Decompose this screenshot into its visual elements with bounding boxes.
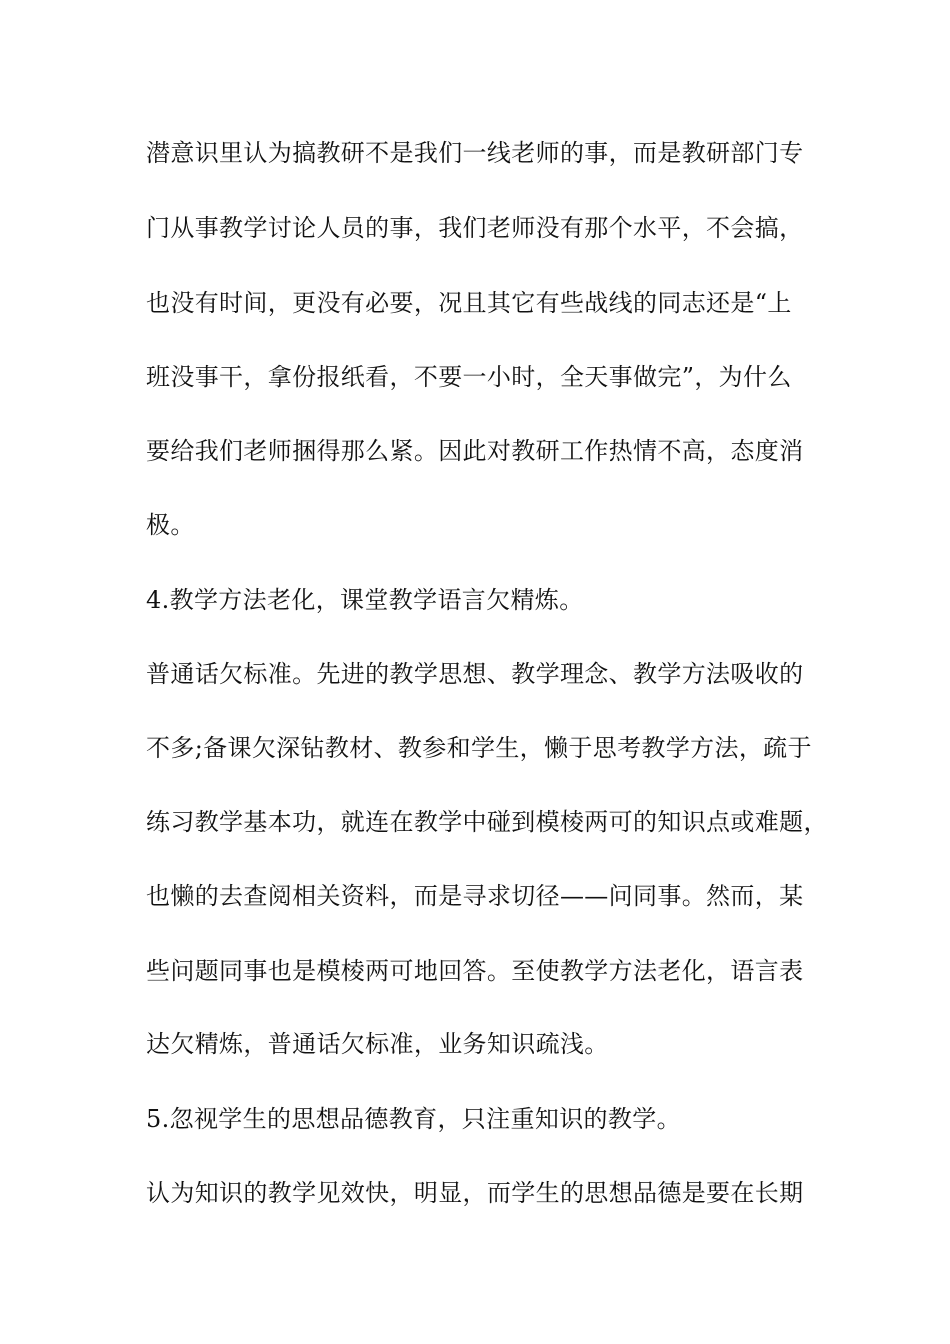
text-line-6: 极。 [146, 511, 195, 539]
text-line-10: 练习教学基本功，就连在教学中碰到模棱两可的知识点或难题， [146, 808, 828, 836]
text-line-12: 些问题同事也是模棱两可地回答。至使教学方法老化，语言表 [146, 957, 804, 985]
text-line-15: 认为知识的教学见效快，明显，而学生的思想品德是要在长期 [146, 1179, 804, 1207]
text-line-3: 也没有时间，更没有必要，况且其它有些战线的同志还是“上 [146, 289, 792, 317]
text-line-4: 班没事干，拿份报纸看，不要一小时，全天事做完”，为什么 [146, 363, 792, 391]
section-heading-5: 5.忽视学生的思想品德教育，只注重知识的教学。 [146, 1105, 681, 1133]
text-line-9: 不多;备课欠深钻教材、教参和学生，懒于思考教学方法，疏于 [146, 734, 812, 762]
text-line-11: 也懒的去查阅相关资料，而是寻求切径——问同事。然而，某 [146, 882, 804, 910]
text-line-2: 门从事教学讨论人员的事，我们老师没有那个水平，不会搞， [146, 214, 804, 242]
text-line-13: 达欠精炼，普通话欠标准，业务知识疏浅。 [146, 1030, 609, 1058]
text-line-8: 普通话欠标准。先进的教学思想、教学理念、教学方法吸收的 [146, 660, 804, 688]
section-heading-4: 4.教学方法老化，课堂教学语言欠精炼。 [146, 586, 584, 614]
text-line-5: 要给我们老师捆得那么紧。因此对教研工作热情不高，态度消 [146, 437, 804, 465]
text-line-1: 潜意识里认为搞教研不是我们一线老师的事，而是教研部门专 [146, 139, 804, 167]
